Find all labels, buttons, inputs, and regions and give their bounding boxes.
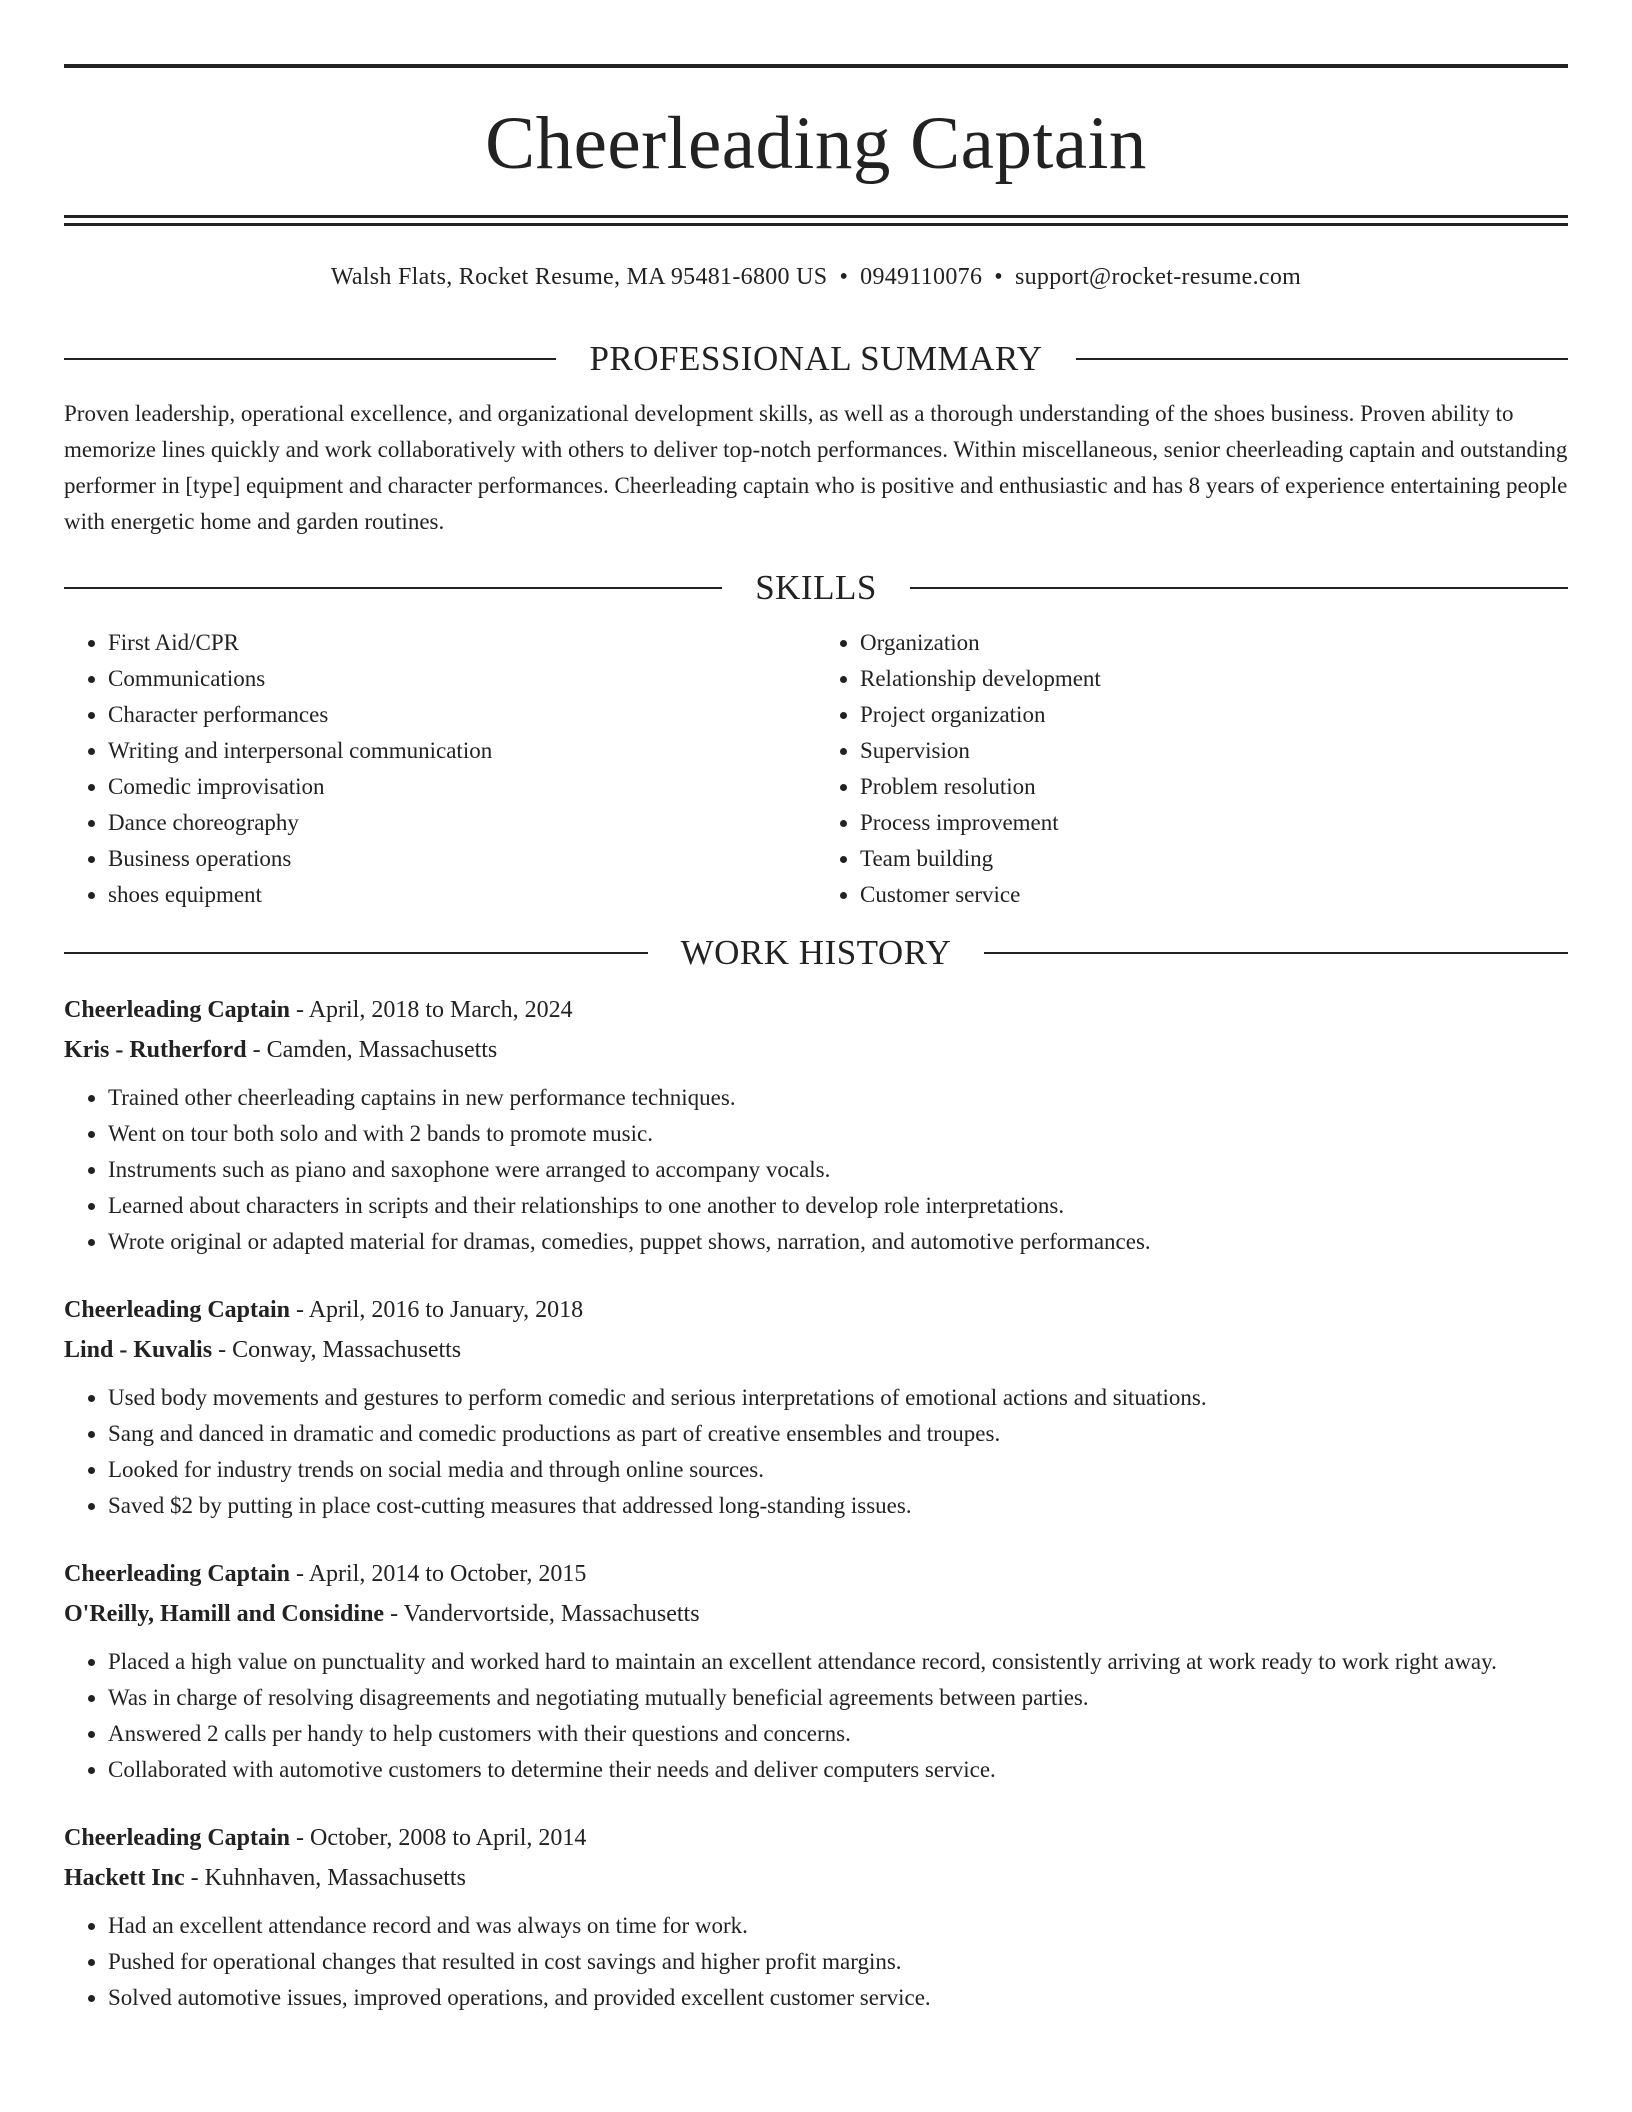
- section-title: PROFESSIONAL SUMMARY: [589, 339, 1043, 378]
- skill-item: • First Aid/CPR: [108, 625, 816, 661]
- job-entry: [64, 1818, 1568, 2016]
- job-bullets: [64, 1644, 1568, 1788]
- job-entry: [64, 1554, 1568, 1788]
- job-bullet: • Collaborated with automotive customers to determine their needs and deliver computers service.: [108, 1752, 1568, 1788]
- skill-item: • Problem resolution: [860, 769, 1568, 805]
- job-bullet: • Answered 2 calls per handy to help customers with their questions and concerns.: [108, 1716, 1568, 1752]
- resume-title: Cheerleading Captain: [485, 102, 1147, 185]
- job-bullet: • Learned about characters in scripts and their relationships to one another to develop role interpretations.: [108, 1188, 1568, 1224]
- job-company-line: Lind - Kuvalis - Conway, Massachusetts: [64, 1337, 462, 1363]
- job-bullets: [64, 1908, 1568, 2016]
- job-bullet: • Was in charge of resolving disagreements and negotiating mutually beneficial agreements between parties.: [108, 1680, 1568, 1716]
- summary-paragraph: Proven leadership, operational excellence, and organizational development skills, as well as a thorough understanding of the shoes business. Proven ability to memorize lines quickly and work collaboratively with others to deliver top-notch performances. Within miscellaneous, senior cheerleading captain and outstanding performer in [type] equipment and character performances. Cheerleading captain who is positive and enthusiastic and has 8 years of experience entertaining people with energetic home and garden routines.: [64, 401, 1568, 534]
- heading-rule-right: [984, 952, 1568, 954]
- skills-column-left: [64, 625, 816, 913]
- resume-page: [64, 64, 1568, 2016]
- job-location: Kuhnhaven, Massachusetts: [204, 1865, 466, 1891]
- skill-item: • Project organization: [860, 697, 1568, 733]
- top-rule: [64, 64, 1568, 68]
- job-bullet: • Instruments such as piano and saxophone were arranged to accompany vocals.: [108, 1152, 1568, 1188]
- section-title: SKILLS: [755, 568, 877, 607]
- skill-item: • Process improvement: [860, 805, 1568, 841]
- contact-separator: •: [994, 264, 1003, 290]
- job-bullets: [64, 1380, 1568, 1524]
- job-bullet: • Saved $2 by putting in place cost-cutting measures that addressed long-standing issues.: [108, 1488, 1568, 1524]
- contact-email: support@rocket-resume.com: [1014, 264, 1302, 290]
- skill-item: • Dance choreography: [108, 805, 816, 841]
- skill-item: • shoes equipment: [108, 877, 816, 913]
- job-title-line: Cheerleading Captain - April, 2016 to January, 2018: [64, 1297, 584, 1323]
- job-company-line: O'Reilly, Hamill and Considine - Vandervortside, Massachusetts: [64, 1601, 700, 1627]
- heading-rule-right: [1076, 358, 1568, 360]
- job-dates: October, 2008 to April, 2014: [310, 1825, 587, 1851]
- job-dates: April, 2014 to October, 2015: [308, 1561, 587, 1587]
- job-title: Cheerleading Captain: [64, 1561, 291, 1587]
- job-dates: April, 2018 to March, 2024: [308, 997, 573, 1023]
- job-location: Vandervortside, Massachusetts: [403, 1601, 700, 1627]
- job-entry: [64, 990, 1568, 1260]
- job-bullet: • Trained other cheerleading captains in new performance techniques.: [108, 1080, 1568, 1116]
- job-bullets: [64, 1080, 1568, 1260]
- job-bullet: • Used body movements and gestures to perform comedic and serious interpretations of emotional actions and situations.: [108, 1380, 1568, 1416]
- skill-item: • Business operations: [108, 841, 816, 877]
- job-location: Camden, Massachusetts: [266, 1037, 498, 1063]
- skill-item: • Writing and interpersonal communication: [108, 733, 816, 769]
- section-title: WORK HISTORY: [680, 933, 952, 972]
- job-company: O'Reilly, Hamill and Considine: [64, 1601, 385, 1627]
- skill-item: • Relationship development: [860, 661, 1568, 697]
- skill-item: • Supervision: [860, 733, 1568, 769]
- job-entry: [64, 1290, 1568, 1524]
- job-bullet: • Went on tour both solo and with 2 bands to promote music.: [108, 1116, 1568, 1152]
- job-title-line: Cheerleading Captain - October, 2008 to April, 2014: [64, 1825, 587, 1851]
- job-company: Lind - Kuvalis: [64, 1337, 213, 1363]
- job-location: Conway, Massachusetts: [232, 1337, 462, 1363]
- job-title: Cheerleading Captain: [64, 1297, 291, 1323]
- job-bullet: • Pushed for operational changes that resulted in cost savings and higher profit margins.: [108, 1944, 1568, 1980]
- contact-address: Walsh Flats, Rocket Resume, MA 95481-6800 US: [330, 264, 828, 290]
- skill-item: • Communications: [108, 661, 816, 697]
- job-title: Cheerleading Captain: [64, 1825, 291, 1851]
- section-heading-work: [64, 935, 1568, 970]
- job-company-line: Hackett Inc - Kuhnhaven, Massachusetts: [64, 1865, 466, 1891]
- section-heading-summary: [64, 341, 1568, 376]
- skill-item: • Comedic improvisation: [108, 769, 816, 805]
- heading-rule-left: [64, 952, 648, 954]
- job-title: Cheerleading Captain: [64, 997, 291, 1023]
- skills-list: [64, 625, 1568, 913]
- job-company: Kris - Rutherford: [64, 1037, 247, 1063]
- skill-item: • Character performances: [108, 697, 816, 733]
- contact-separator: •: [839, 264, 849, 290]
- job-bullet: • Sang and danced in dramatic and comedic productions as part of creative ensembles and troupes.: [108, 1416, 1568, 1452]
- section-heading-skills: [64, 570, 1568, 605]
- contact-line: [64, 264, 1568, 291]
- job-title-line: Cheerleading Captain - April, 2014 to October, 2015: [64, 1561, 587, 1587]
- contact-phone: 0949110076: [860, 264, 983, 290]
- job-title-line: Cheerleading Captain - April, 2018 to March, 2024: [64, 997, 573, 1023]
- skill-item: • Team building: [860, 841, 1568, 877]
- job-bullet: • Wrote original or adapted material for dramas, comedies, puppet shows, narration, and automotive performances.: [108, 1224, 1568, 1260]
- skill-item: • Customer service: [860, 877, 1568, 913]
- skill-item: • Organization: [860, 625, 1568, 661]
- job-company: Hackett Inc: [64, 1865, 185, 1891]
- skills-column-right: [816, 625, 1568, 913]
- title-double-rule: [64, 215, 1568, 226]
- job-dates: April, 2016 to January, 2018: [308, 1297, 584, 1323]
- heading-rule-right: [910, 587, 1568, 589]
- job-bullet: • Looked for industry trends on social media and through online sources.: [108, 1452, 1568, 1488]
- job-bullet: • Solved automotive issues, improved operations, and provided excellent customer service.: [108, 1980, 1568, 2016]
- job-company-line: Kris - Rutherford - Camden, Massachusetts: [64, 1037, 498, 1063]
- job-bullet: • Had an excellent attendance record and was always on time for work.: [108, 1908, 1568, 1944]
- heading-rule-left: [64, 587, 722, 589]
- heading-rule-left: [64, 358, 556, 360]
- job-bullet: • Placed a high value on punctuality and worked hard to maintain an excellent attendance record, consistently arriving at work ready to work right away.: [108, 1644, 1568, 1680]
